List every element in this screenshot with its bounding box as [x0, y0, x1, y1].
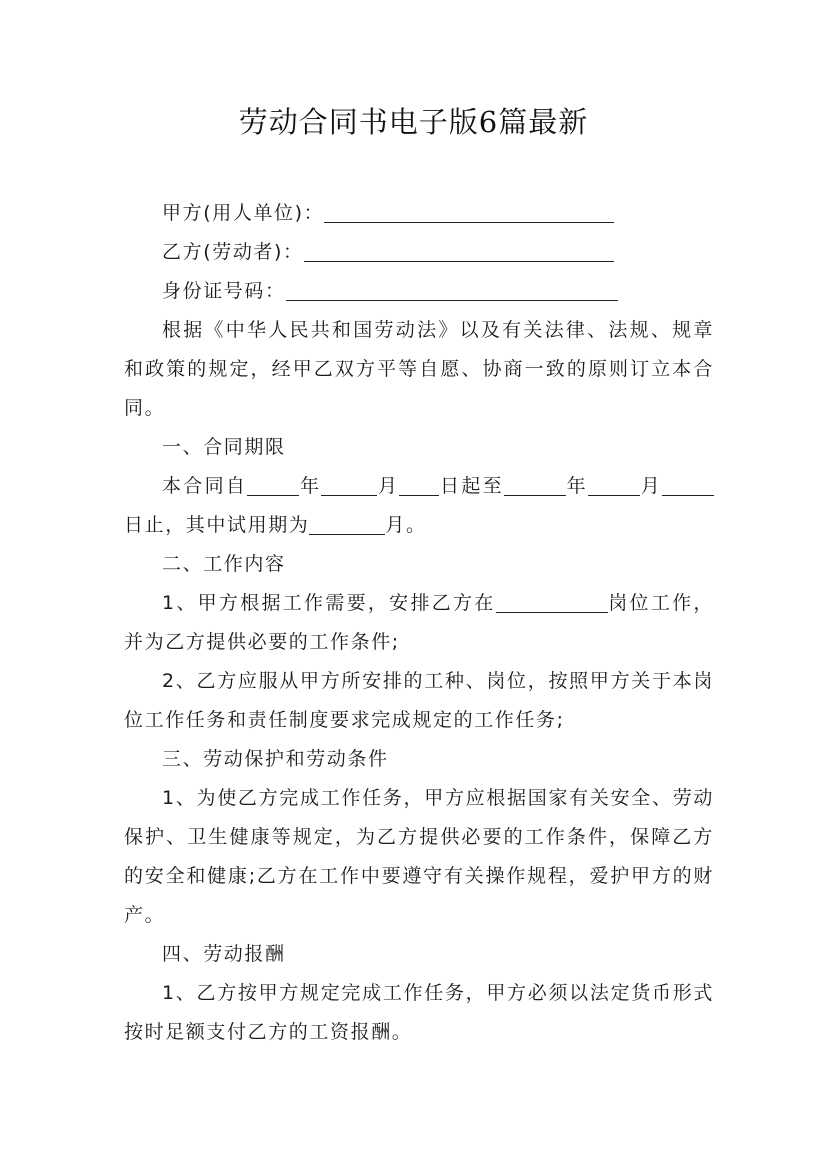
party-b-label: 乙方(劳动者)：: [162, 241, 304, 263]
term-year-label: 年: [299, 475, 322, 497]
party-a-line: [124, 194, 714, 233]
end-month-blank[interactable]: [588, 473, 640, 496]
start-year-blank[interactable]: [247, 473, 299, 496]
section-heading-pay: 四、劳动报酬: [162, 943, 286, 965]
end-day-blank[interactable]: [662, 473, 714, 496]
work-item-1-pre: 1、甲方根据工作需要，安排乙方在: [162, 592, 496, 614]
term-day-label: 日起至: [439, 475, 504, 497]
intro-paragraph: 根据《中华人民共和国劳动法》以及有关法律、法规、规章和政策的规定，经甲乙双方平等自愿、协商一致的原则订立本合同。: [124, 319, 714, 419]
party-a-blank[interactable]: [324, 200, 614, 223]
section-heading-work: 二、工作内容: [162, 553, 286, 575]
term-month-label: 月: [377, 475, 400, 497]
end-year-blank[interactable]: [504, 473, 566, 496]
party-b-line: [124, 233, 714, 272]
term-month2-label: 月: [639, 475, 663, 497]
term-day2-label: 日止，其中试用期为: [124, 514, 310, 536]
id-line: [124, 272, 714, 311]
probation-blank[interactable]: [309, 512, 385, 535]
party-b-blank[interactable]: [304, 239, 614, 262]
document-body: [124, 194, 714, 1052]
work-item-1: [124, 584, 714, 662]
id-label: 身份证号码：: [162, 280, 286, 302]
position-blank[interactable]: [496, 590, 608, 613]
term-text-start: 本合同自: [162, 475, 248, 497]
section-heading-protection: 三、劳动保护和劳动条件: [162, 748, 389, 770]
section-heading-term: 一、合同期限: [162, 436, 286, 458]
work-item-1-post: 岗位工作，并为乙方提供必要的工作条件;: [124, 592, 714, 653]
term-year2-label: 年: [565, 475, 588, 497]
term-paragraph: [124, 467, 714, 545]
start-day-blank[interactable]: [399, 473, 439, 496]
document-title: 劳动合同书电子版6篇最新: [238, 105, 589, 139]
party-a-label: 甲方(用人单位)：: [162, 202, 325, 224]
work-item-2: 2、乙方应服从甲方所安排的工种、岗位，按照甲方关于本岗位工作任务和责任制度要求完成规定的工作任务;: [124, 670, 714, 731]
id-blank[interactable]: [286, 278, 618, 301]
pay-item-1: 1、乙方按甲方规定完成工作任务，甲方必须以法定货币形式按时足额支付乙方的工资报酬。: [124, 982, 714, 1043]
term-month3-label: 月。: [385, 514, 427, 536]
start-month-blank[interactable]: [321, 473, 377, 496]
protection-item-1: 1、为使乙方完成工作任务，甲方应根据国家有关安全、劳动保护、卫生健康等规定，为乙方提供必要的工作条件，保障乙方的安全和健康;乙方在工作中要遵守有关操作规程，爱护甲方的财产。: [124, 787, 714, 926]
